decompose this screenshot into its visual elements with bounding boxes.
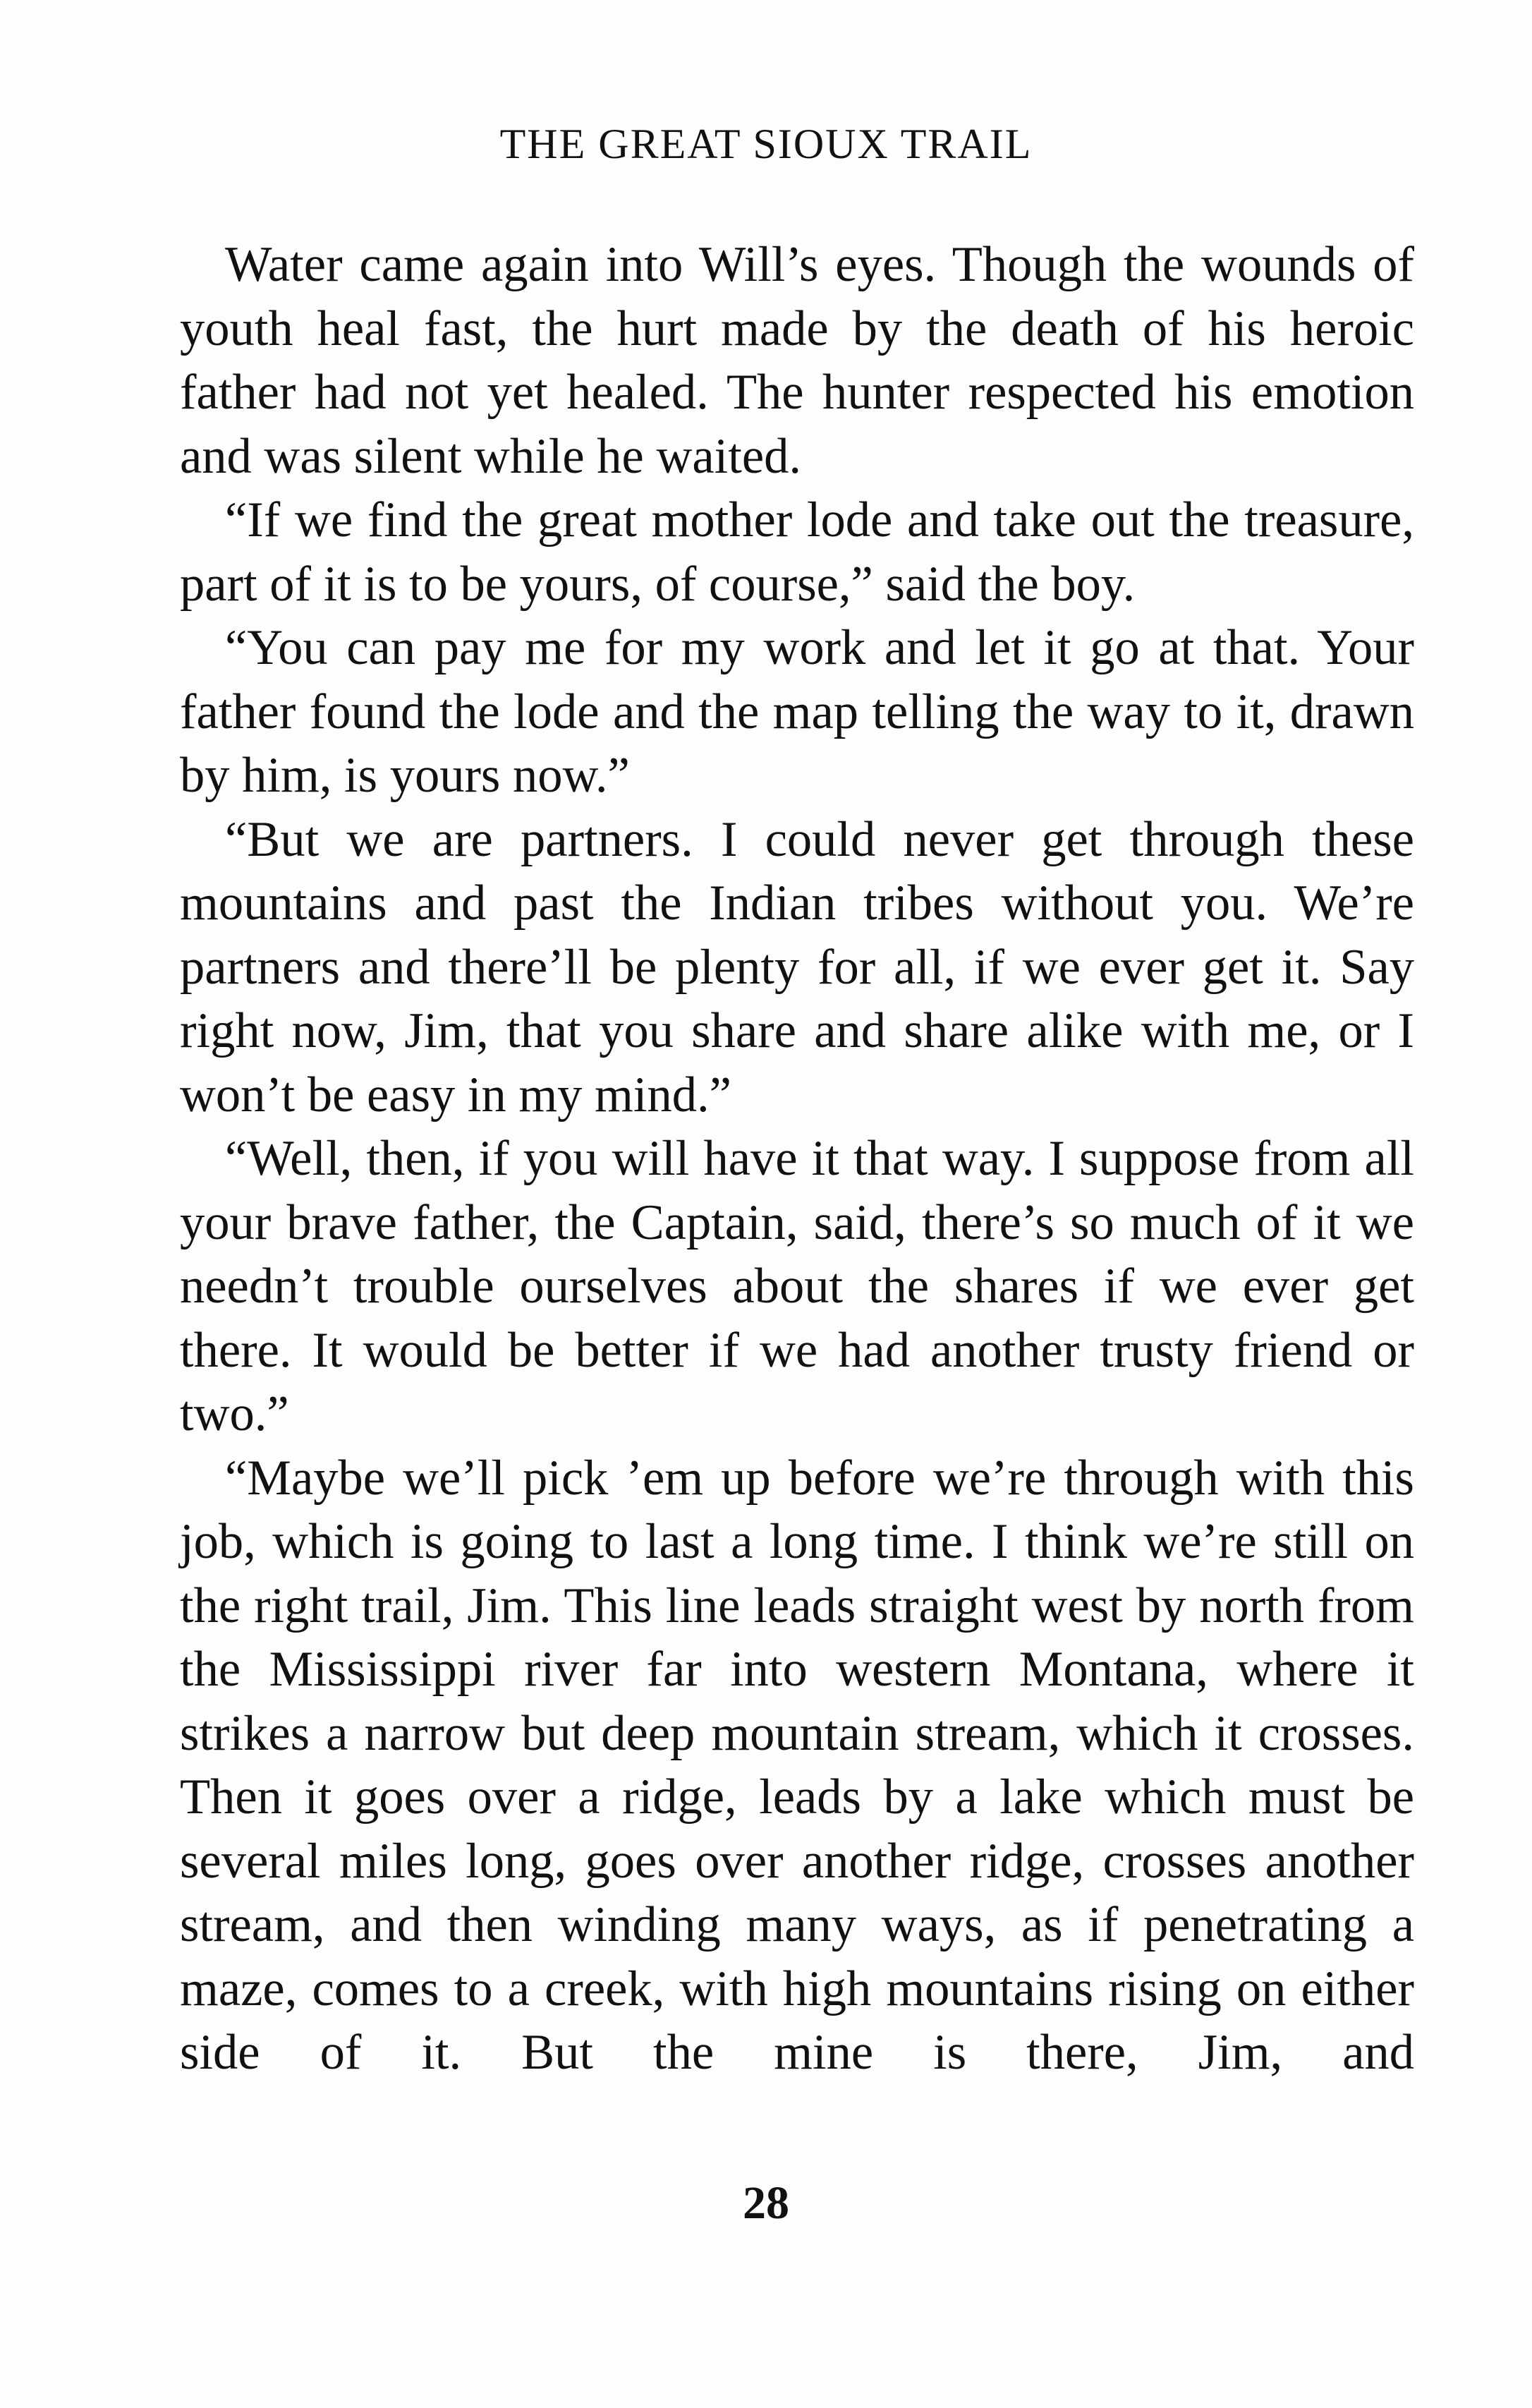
body-text (180, 233, 1414, 2085)
paragraph-3: “You can pay me for my work and let it go at that. Your father found the lode and the map telling the way to it, drawn by him, is yours now.” (180, 620, 1414, 803)
paragraph-2: “If we find the great mother lode and take out the treasure, part of it is to be yours, of course,” said the boy. (180, 492, 1414, 612)
paragraph-5: “Well, then, if you will have it that way. I suppose from all your brave father, the Captain, said, there’s so much of it we needn’t trouble ourselves about the shares if we ever get there. It would be better if we had another trusty friend or two.” (180, 1131, 1414, 1441)
paragraph-6: “Maybe we’ll pick ’em up before we’re through with this job, which is going to last a long time. I think we’re still on the right trail, Jim. This line leads straight west by north from the Mississippi river far into western Montana, where it strikes a narrow but deep mountain stream, which it crosses. Then it goes over a ridge, leads by a lake which must be several miles long, goes over another ridge, crosses another stream, and then winding many ways, as if penetrating a maze, comes to a creek, with high mountains rising on either side of it. But the mine is there, Jim, and (180, 1450, 1414, 2080)
page-number: 28 (743, 2177, 789, 2229)
running-head: THE GREAT SIOUX TRAIL (499, 121, 1033, 167)
paragraph-4: “But we are partners. I could never get through these mountains and past the Indian tribes without you. We’re partners and there’ll be plenty for all, if we ever get it. Say right now, Jim, that you share and share alike with me, or I won’t be easy in my mind.” (180, 811, 1414, 1123)
paragraph-1: Water came again into Will’s eyes. Though the wounds of youth heal fast, the hurt made by the death of his heroic father had not yet healed. The hunter respected his emotion and was silent while he waited. (180, 237, 1414, 484)
